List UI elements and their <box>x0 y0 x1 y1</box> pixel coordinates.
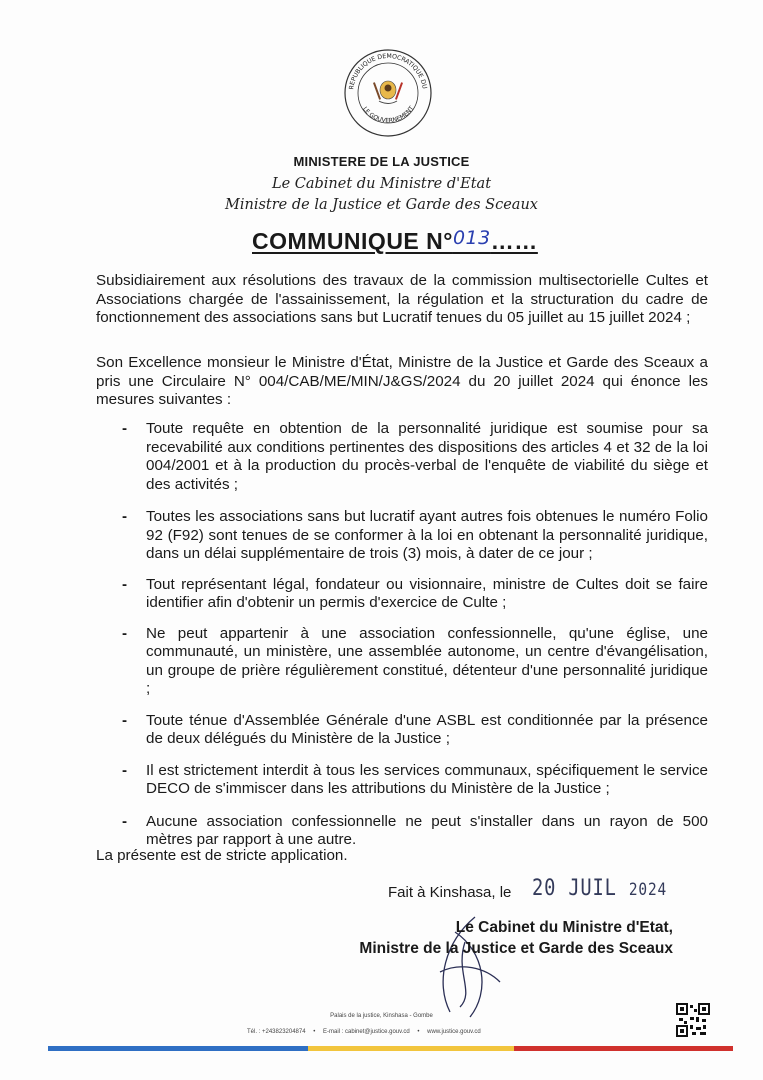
footer-address: Palais de la justice, Kinshasa - Gombe <box>330 1013 433 1019</box>
footer-email: E-mail : cabinet@justice.gouv.cd <box>323 1029 410 1035</box>
list-item: - Toutes les associations sans but lucratif ayant autres fois obtenues le numéro Folio 92 (F92) sont tenues de se conformer à la loi en obtenant la personnalité juridique, dans un délai supplémentaire de trois (3) mois, à dater de ce jour ; <box>122 508 708 562</box>
communique-title <box>252 228 538 255</box>
footer-tel: Tél. : +243823204874 <box>247 1029 306 1035</box>
title-label: COMMUNIQUE N° <box>252 228 453 254</box>
signatory-line-1: Le Cabinet du Ministre d'Etat, <box>455 919 673 936</box>
signatory-line-2: Ministre de la Justice et Garde des Sceaux <box>359 940 673 957</box>
paragraph-1: Subsidiairement aux résolutions des travaux de la commission multisectorielle Cultes et Associations chargée de l'assainissement, la régulation et la structuration du cadre de fonctionnement des associations sans but Lucratif tenues du 05 juillet au 15 juillet 2024 ; <box>96 272 708 326</box>
qr-code-icon <box>676 1003 710 1037</box>
paragraph-2: Son Excellence monsieur le Ministre d'État, Ministre de la Justice et Garde des Sceaux a pris une Circulaire N° 004/CAB/ME/MIN/J&GS/2024 du 20 juillet 2024 qui énonce les mesures suivantes : <box>96 354 708 408</box>
title-dots: …… <box>490 228 538 254</box>
svg-text:REPUBLIQUE DEMOCRATIQUE DU CON: REPUBLIQUE DEMOCRATIQUE DU <box>348 52 428 91</box>
flag-bar-red <box>514 1046 733 1051</box>
closing-statement: La présente est de stricte application. <box>96 847 348 864</box>
list-item: - Tout représentant légal, fondateur ou visionnaire, ministre de Cultes doit se faire identifier afin d'obtenir un permis d'exercice de Culte ; <box>122 575 708 611</box>
flag-color-bar <box>48 1046 733 1051</box>
list-item: - Ne peut appartenir à une association confessionnelle, qu'une église, une communauté, un ministère, une assemblée autonome, un centre d'évangélisation, un groupe de prière régulièrement constitué, détenteur d'une personnalité juridique ; <box>122 624 708 697</box>
list-item: - Il est strictement interdit à tous les services communaux, spécifiquement le service DECO de s'immiscer dans les attributions du Ministère de la Justice ; <box>122 761 708 797</box>
footer-web: www.justice.gouv.cd <box>427 1029 481 1035</box>
measures-list <box>96 420 708 850</box>
svg-text:LE GOUVERNEMENT: LE GOUVERNEMENT <box>361 105 416 125</box>
flag-bar-yellow <box>308 1046 514 1051</box>
flag-bar-blue <box>48 1046 308 1051</box>
cabinet-line-1: Le Cabinet du Ministre d'Etat <box>271 176 492 192</box>
list-item: - Toute ténue d'Assemblée Générale d'une ASBL est conditionnée par la présence de deux délégués du Ministère de la Justice ; <box>122 711 708 747</box>
government-seal-icon <box>343 48 433 138</box>
list-item: - Toute requête en obtention de la personnalité juridique est soumise pour sa recevabilité aux conditions pertinentes des dispositions des articles 4 et 32 de la loi 004/2001 et à la production du procès-verbal de l'enquête de viabilité du siège et des activités ; <box>122 420 708 493</box>
handwritten-number: 013 <box>452 227 491 249</box>
date-stamp: 20 JUIL 2024 <box>532 876 668 901</box>
ministry-name: MINISTERE DE LA JUSTICE <box>293 154 470 169</box>
footer-contacts: Tél. : +243823204874 • E-mail : cabinet@justice.gouv.cd • www.justice.gouv.cd <box>247 1029 481 1035</box>
list-item: - Aucune association confessionnelle ne peut s'installer dans un rayon de 500 mètres par rapport à une autre. <box>122 812 708 848</box>
cabinet-line-2: Ministre de la Justice et Garde des Sceaux <box>225 197 538 213</box>
place-line: Fait à Kinshasa, le <box>388 884 512 901</box>
